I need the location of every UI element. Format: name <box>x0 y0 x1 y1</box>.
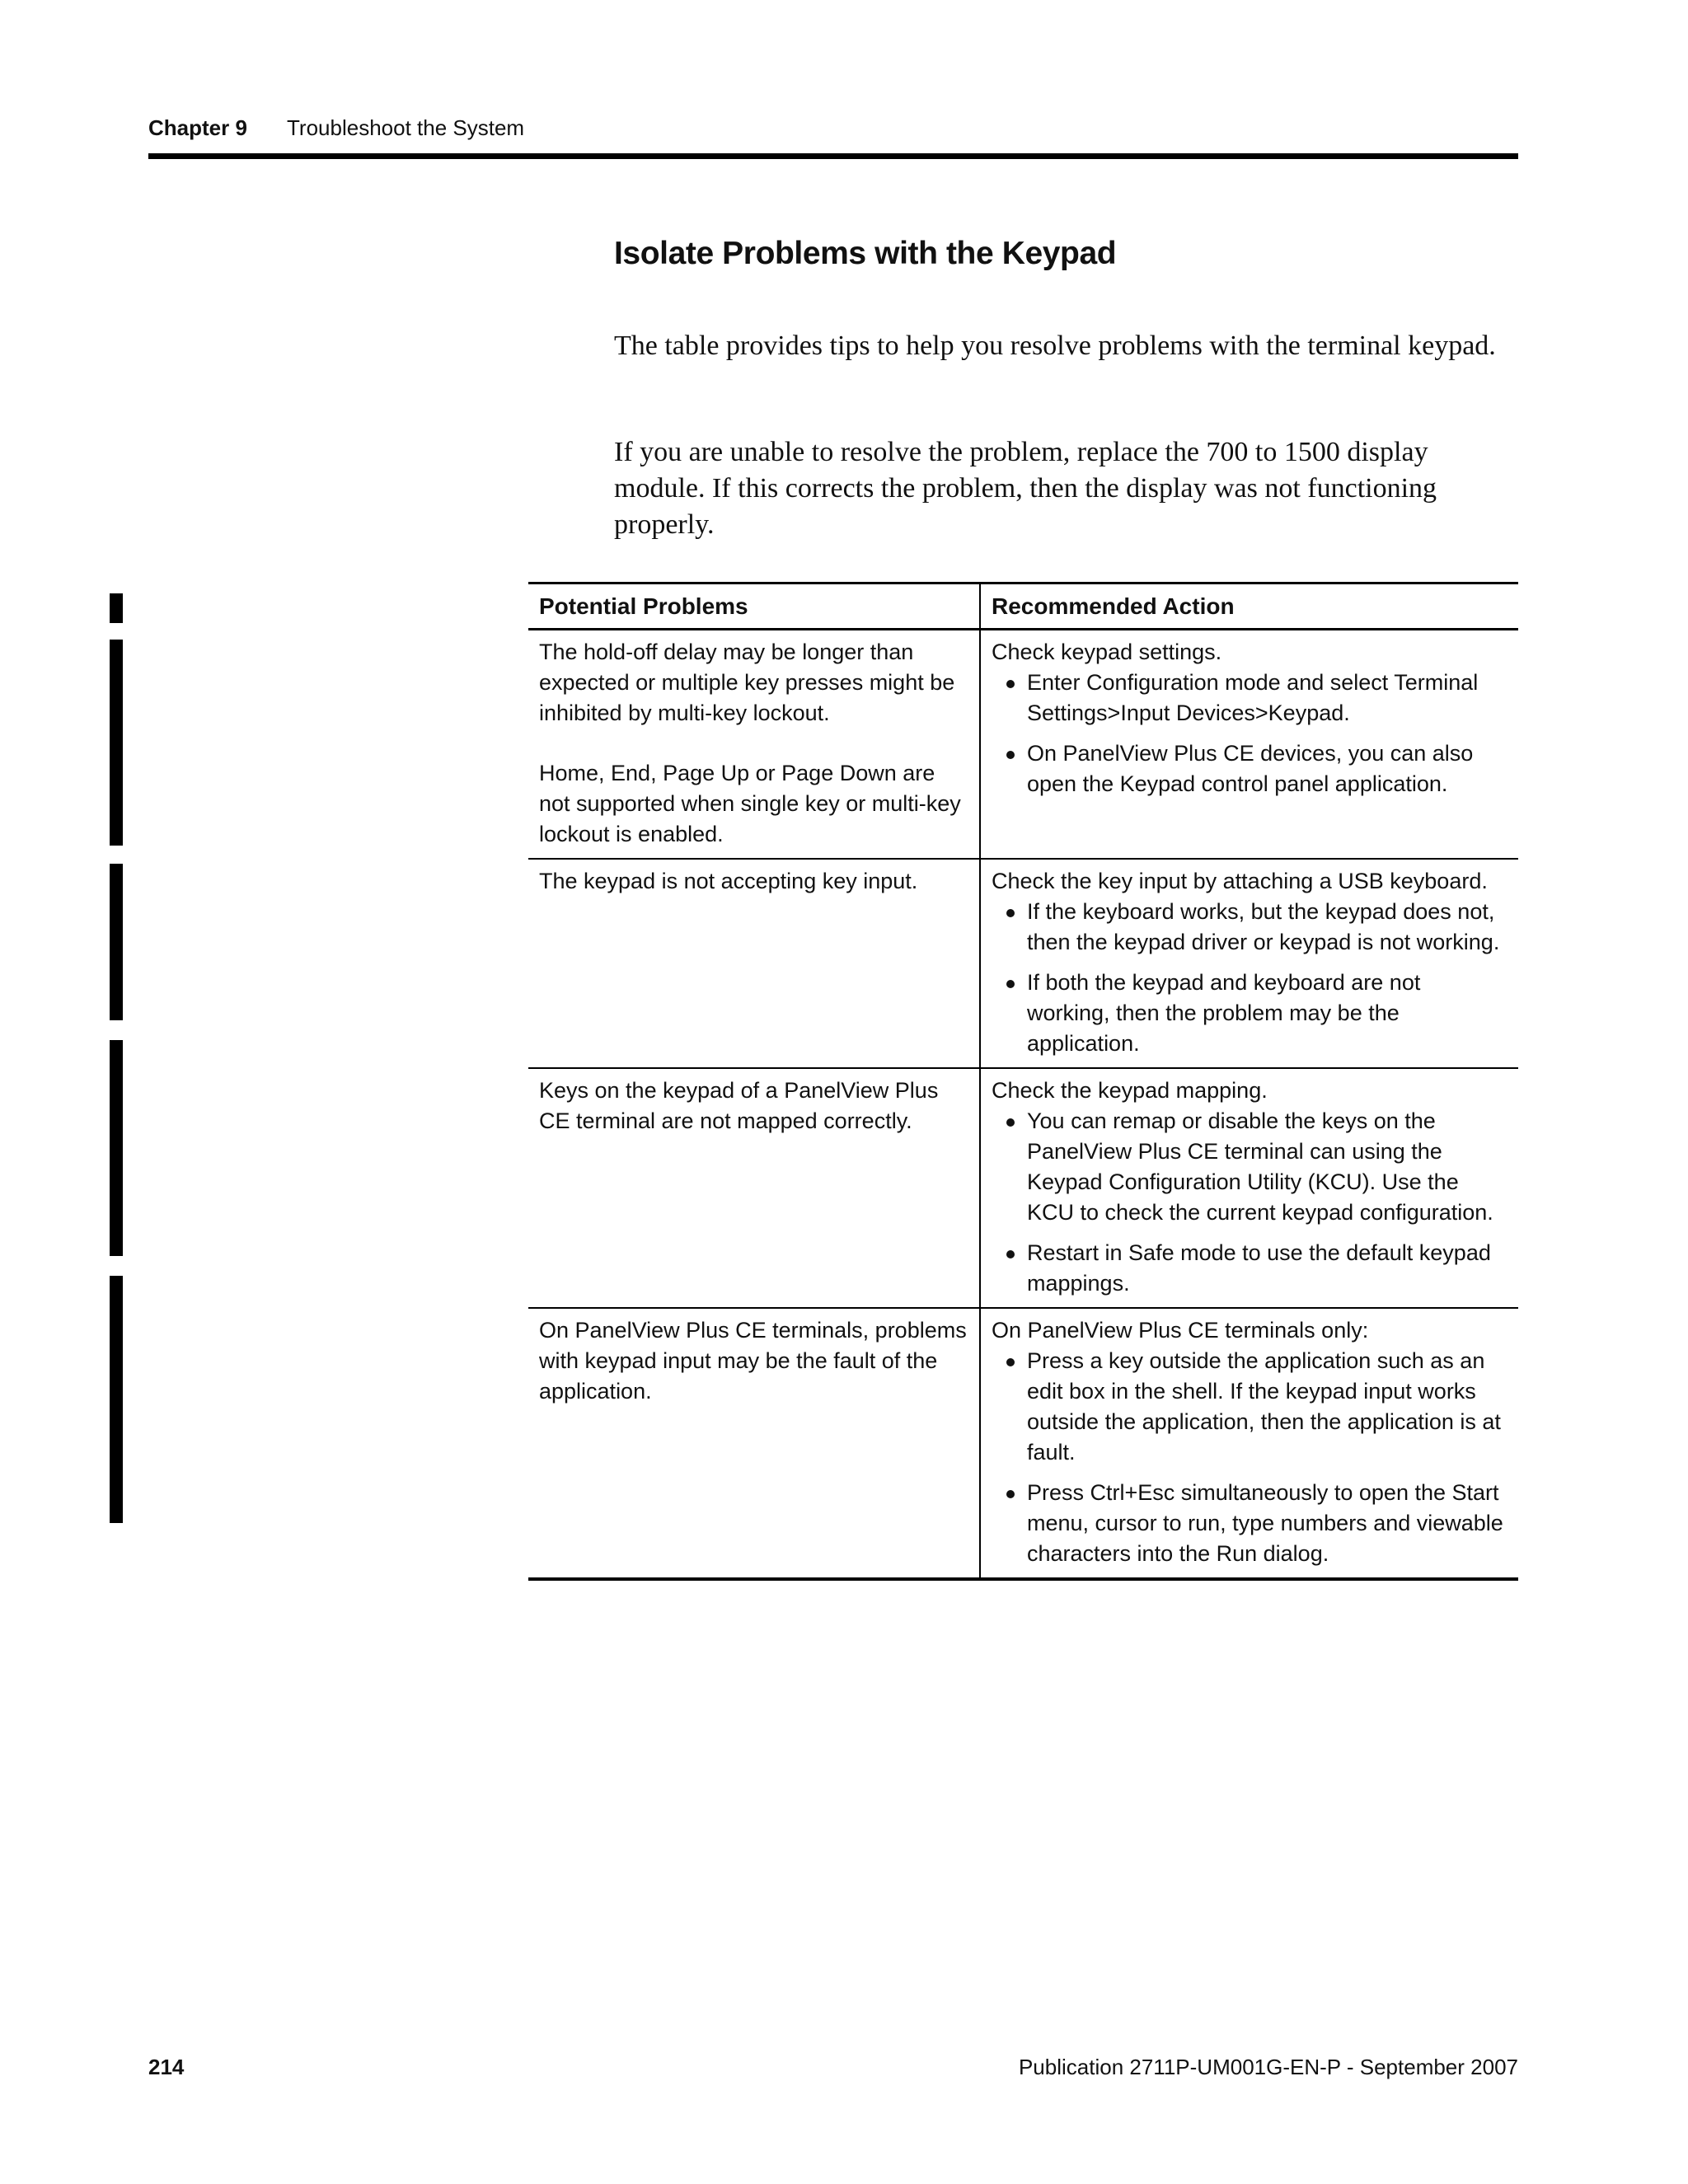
section-title: Troubleshoot the System <box>287 115 525 140</box>
problem-text: Home, End, Page Up or Page Down are not supported when single key or multi-key lockout is enabled. <box>539 761 961 846</box>
change-bar <box>110 864 123 1020</box>
list-item <box>992 738 1508 799</box>
list-item <box>992 668 1508 729</box>
action-lead: Check the key input by attaching a USB keyboard. <box>992 869 1488 893</box>
action-lead: Check the keypad mapping. <box>992 1078 1268 1103</box>
list-item-text: Press Ctrl+Esc simultaneously to open the Start menu, cursor to run, type numbers and viewable characters into the Run dialog. <box>1027 1480 1503 1566</box>
problem-text: On PanelView Plus CE terminals, problems with keypad input may be the fault of the application. <box>539 1318 967 1404</box>
problem-cell <box>528 860 981 1067</box>
action-lead: Check keypad settings. <box>992 640 1222 664</box>
change-bar <box>110 640 123 846</box>
list-item <box>992 1478 1508 1569</box>
bullet-icon <box>1006 680 1015 688</box>
list-item <box>992 1106 1508 1228</box>
bullet-icon <box>1006 1358 1015 1366</box>
change-bar <box>110 1276 123 1523</box>
bullet-icon <box>1006 980 1015 988</box>
action-list <box>992 1106 1508 1299</box>
action-lead: On PanelView Plus CE terminals only: <box>992 1318 1369 1343</box>
problem-text: The keypad is not accepting key input. <box>539 869 918 893</box>
bullet-icon <box>1006 909 1015 917</box>
header-rule <box>148 153 1518 159</box>
intro-paragraph-2: If you are unable to resolve the problem, replace the 700 to 1500 display module. If this corrects the problem, then the display was not functioning properly. <box>614 437 1437 540</box>
action-cell <box>981 1309 1518 1577</box>
table-header-row <box>528 582 1518 630</box>
list-item-text: Press a key outside the application such as an edit box in the shell. If the keypad input works outside the application, then the application is at fault. <box>1027 1348 1501 1465</box>
table-row <box>528 630 1518 860</box>
table-row <box>528 1069 1518 1309</box>
table-row <box>528 1309 1518 1581</box>
list-item <box>992 1346 1508 1468</box>
problem-text: Keys on the keypad of a PanelView Plus CE terminal are not mapped correctly. <box>539 1078 939 1133</box>
action-list <box>992 897 1508 1059</box>
list-item <box>992 1238 1508 1299</box>
change-bar <box>110 1040 123 1256</box>
list-item-text: If both the keypad and keyboard are not working, then the problem may be the application. <box>1027 970 1421 1056</box>
bullet-icon <box>1006 1118 1015 1127</box>
bullet-icon <box>1006 1250 1015 1258</box>
action-list <box>992 1346 1508 1569</box>
page-header <box>148 115 1518 157</box>
problem-cell <box>528 1069 981 1307</box>
header-potential-problems: Potential Problems <box>528 584 981 628</box>
change-bar <box>110 593 123 623</box>
problem-text: The hold-off delay may be longer than expected or multiple key presses might be inhibited by multi-key lockout. <box>539 640 955 725</box>
list-item <box>992 968 1508 1059</box>
bullet-icon <box>1006 1490 1015 1498</box>
action-cell <box>981 1069 1518 1307</box>
page-title: Isolate Problems with the Keypad <box>614 236 1117 271</box>
page-number: 214 <box>148 2055 185 2079</box>
problem-cell <box>528 630 981 858</box>
list-item-text: On PanelView Plus CE devices, you can also open the Keypad control panel application. <box>1027 741 1474 796</box>
publication-info: Publication 2711P-UM001G-EN-P - September 2007 <box>1018 2055 1518 2079</box>
action-cell <box>981 630 1518 858</box>
troubleshooting-table <box>528 582 1518 1581</box>
table-row <box>528 860 1518 1069</box>
bullet-icon <box>1006 751 1015 759</box>
action-list <box>992 668 1508 799</box>
header-recommended-action: Recommended Action <box>992 593 1235 619</box>
chapter-label: Chapter 9 <box>148 115 247 140</box>
list-item-text: If the keyboard works, but the keypad does not, then the keypad driver or keypad is not working. <box>1027 899 1500 954</box>
action-cell <box>981 860 1518 1067</box>
list-item-text: You can remap or disable the keys on the PanelView Plus CE terminal can using the Keypad Configuration Utility (KCU). Use the KCU to check the current keypad configuration. <box>1027 1108 1493 1225</box>
list-item-text: Enter Configuration mode and select Terminal Settings>Input Devices>Keypad. <box>1027 670 1479 725</box>
problem-cell <box>528 1309 981 1577</box>
list-item-text: Restart in Safe mode to use the default keypad mappings. <box>1027 1240 1491 1296</box>
list-item <box>992 897 1508 958</box>
intro-paragraph-1: The table provides tips to help you resolve problems with the terminal keypad. <box>614 330 1496 361</box>
